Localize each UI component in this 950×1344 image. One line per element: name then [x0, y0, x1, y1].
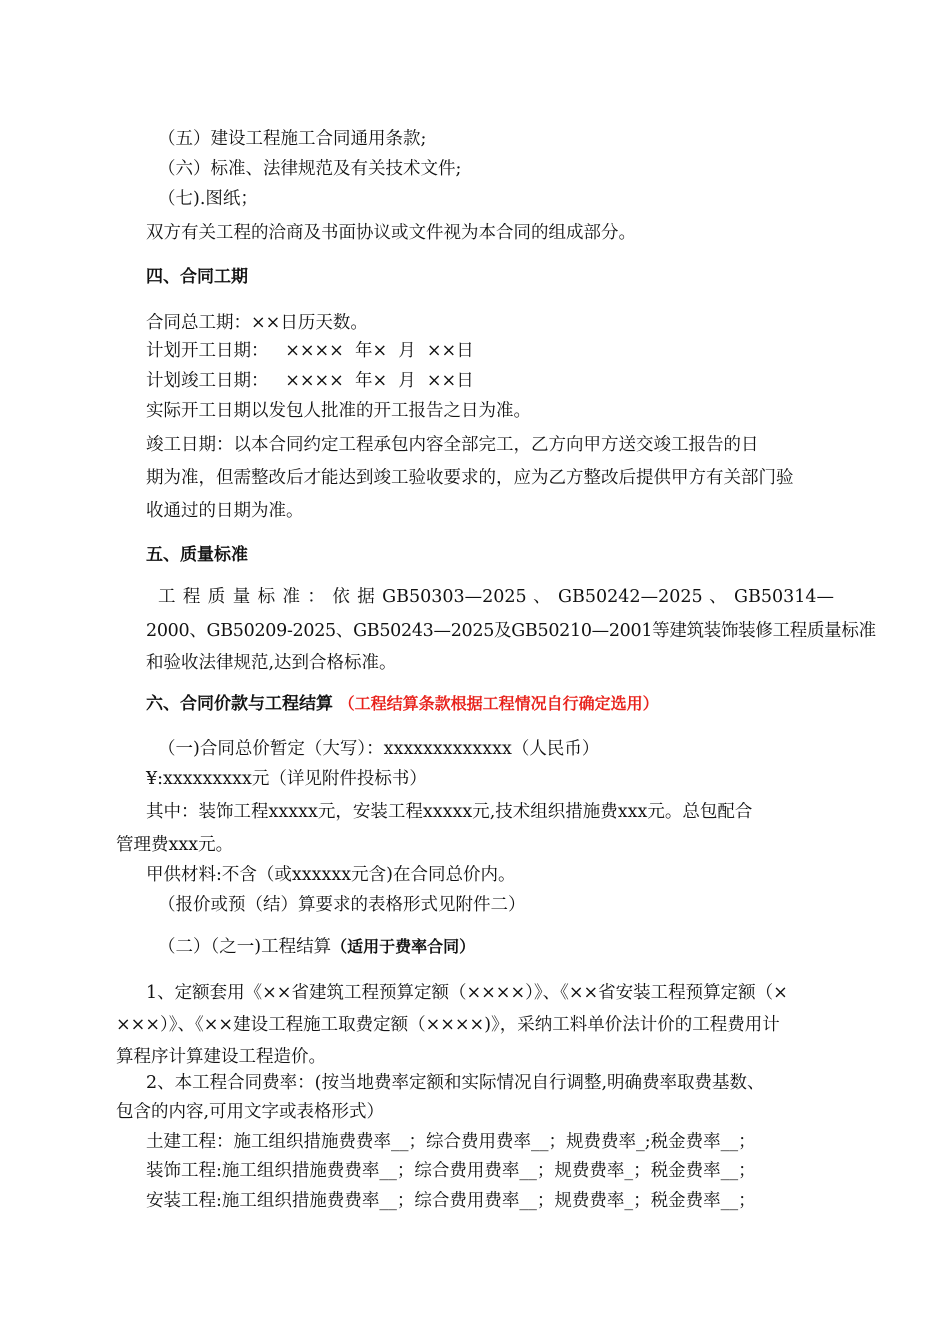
contract-price-figure: ¥:xxxxxxxxx元（详见附件投标书）: [146, 769, 427, 789]
price-breakdown-line-1: 其中：装饰工程xxxxx元，安装工程xxxxx元,技术组织措施费xxx元。总包配合: [146, 802, 753, 822]
decoration-works-rates: 装饰工程:施工组织措施费费率__；综合费用费率__；规费费率_；税金费率__；: [146, 1161, 756, 1181]
actual-start-date: 实际开工日期以发包人批准的开工报告之日为准。: [146, 401, 531, 421]
clause-summary: 双方有关工程的洽商及书面协议或文件视为本合同的组成部分。: [146, 223, 636, 243]
completion-date-line-2: 期为准，但需整改后才能达到竣工验收要求的，应为乙方整改后提供甲方有关部门验: [146, 468, 794, 488]
owner-supplied-materials: 甲供材料:不含（或xxxxxx元含)在合同总价内。: [146, 865, 516, 885]
clause-item-7: （七).图纸；: [158, 189, 258, 209]
settlement-subheading-title: （二）（之一)工程结算: [158, 937, 332, 957]
price-breakdown-line-2: 管理费xxx元。: [116, 835, 234, 855]
quality-standard-line-3: 和验收法律规范,达到合格标准。: [146, 653, 397, 673]
completion-date-line-1: 竣工日期：以本合同约定工程承包内容全部完工，乙方向甲方送交竣工报告的日: [146, 435, 759, 455]
section-heading-5: 五、质量标准: [146, 545, 248, 565]
clause-item-5: （五）建设工程施工合同通用条款;: [158, 129, 427, 149]
section-heading-6: [146, 693, 846, 715]
fee-rate-line-2: 包含的内容,可用文字或表格形式）: [116, 1102, 385, 1122]
fee-rate-line-1: 2、本工程合同费率：(按当地费率定额和实际情况自行调整,明确费率取费基数、: [146, 1073, 765, 1093]
clause-item-6: （六）标准、法律规范及有关技术文件;: [158, 159, 462, 179]
installation-works-rates: 安装工程:施工组织措施费费率__；综合费用费率__；规费费率_；税金费率__；: [146, 1191, 756, 1211]
quota-line-1: 1、定额套用《××省建筑工程预算定额（××××）》、《××省安装工程预算定额（×: [146, 983, 788, 1003]
total-duration: 合同总工期：××日历天数。: [146, 313, 368, 333]
quota-line-2: ×××）》、《××建设工程施工取费定额（××××)》，采纳工料单价法计价的工程费用计: [116, 1015, 780, 1035]
section-heading-4: 四、合同工期: [146, 267, 248, 287]
section-heading-6-note: （工程结算条款根据工程情况自行确定选用）: [338, 694, 659, 713]
civil-works-rates: 土建工程：施工组织措施费费率__；综合费用费率__；规费费率_;税金费率__；: [146, 1132, 756, 1152]
quotation-form-note: （报价或预（结）算要求的表格形式见附件二）: [158, 895, 526, 915]
planned-start-date: 计划开工日期： ×××× 年× 月 ××日: [146, 341, 474, 361]
quota-line-3: 算程序计算建设工程造价。: [116, 1047, 326, 1067]
section-heading-6-title: 六、合同价款与工程结算: [146, 694, 333, 714]
settlement-subheading-note: （适用于费率合同）: [331, 937, 476, 956]
planned-finish-date: 计划竣工日期： ×××× 年× 月 ××日: [146, 371, 474, 391]
completion-date-line-3: 收通过的日期为准。: [146, 501, 304, 521]
settlement-subheading: [158, 936, 858, 958]
quality-standard-line-2: 2000、GB50209-2025、GB50243—2025及GB50210—2001等建筑装饰装修工程质量标准: [146, 621, 876, 641]
contract-price-capital: （一)合同总价暂定（大写）：xxxxxxxxxxxxx（人民币）: [158, 739, 600, 759]
quality-standard-line-1: 工 程 质 量 标 准 ： 依 据 GB50303—2025 、 GB50242—2025 、 GB50314—: [158, 587, 834, 607]
